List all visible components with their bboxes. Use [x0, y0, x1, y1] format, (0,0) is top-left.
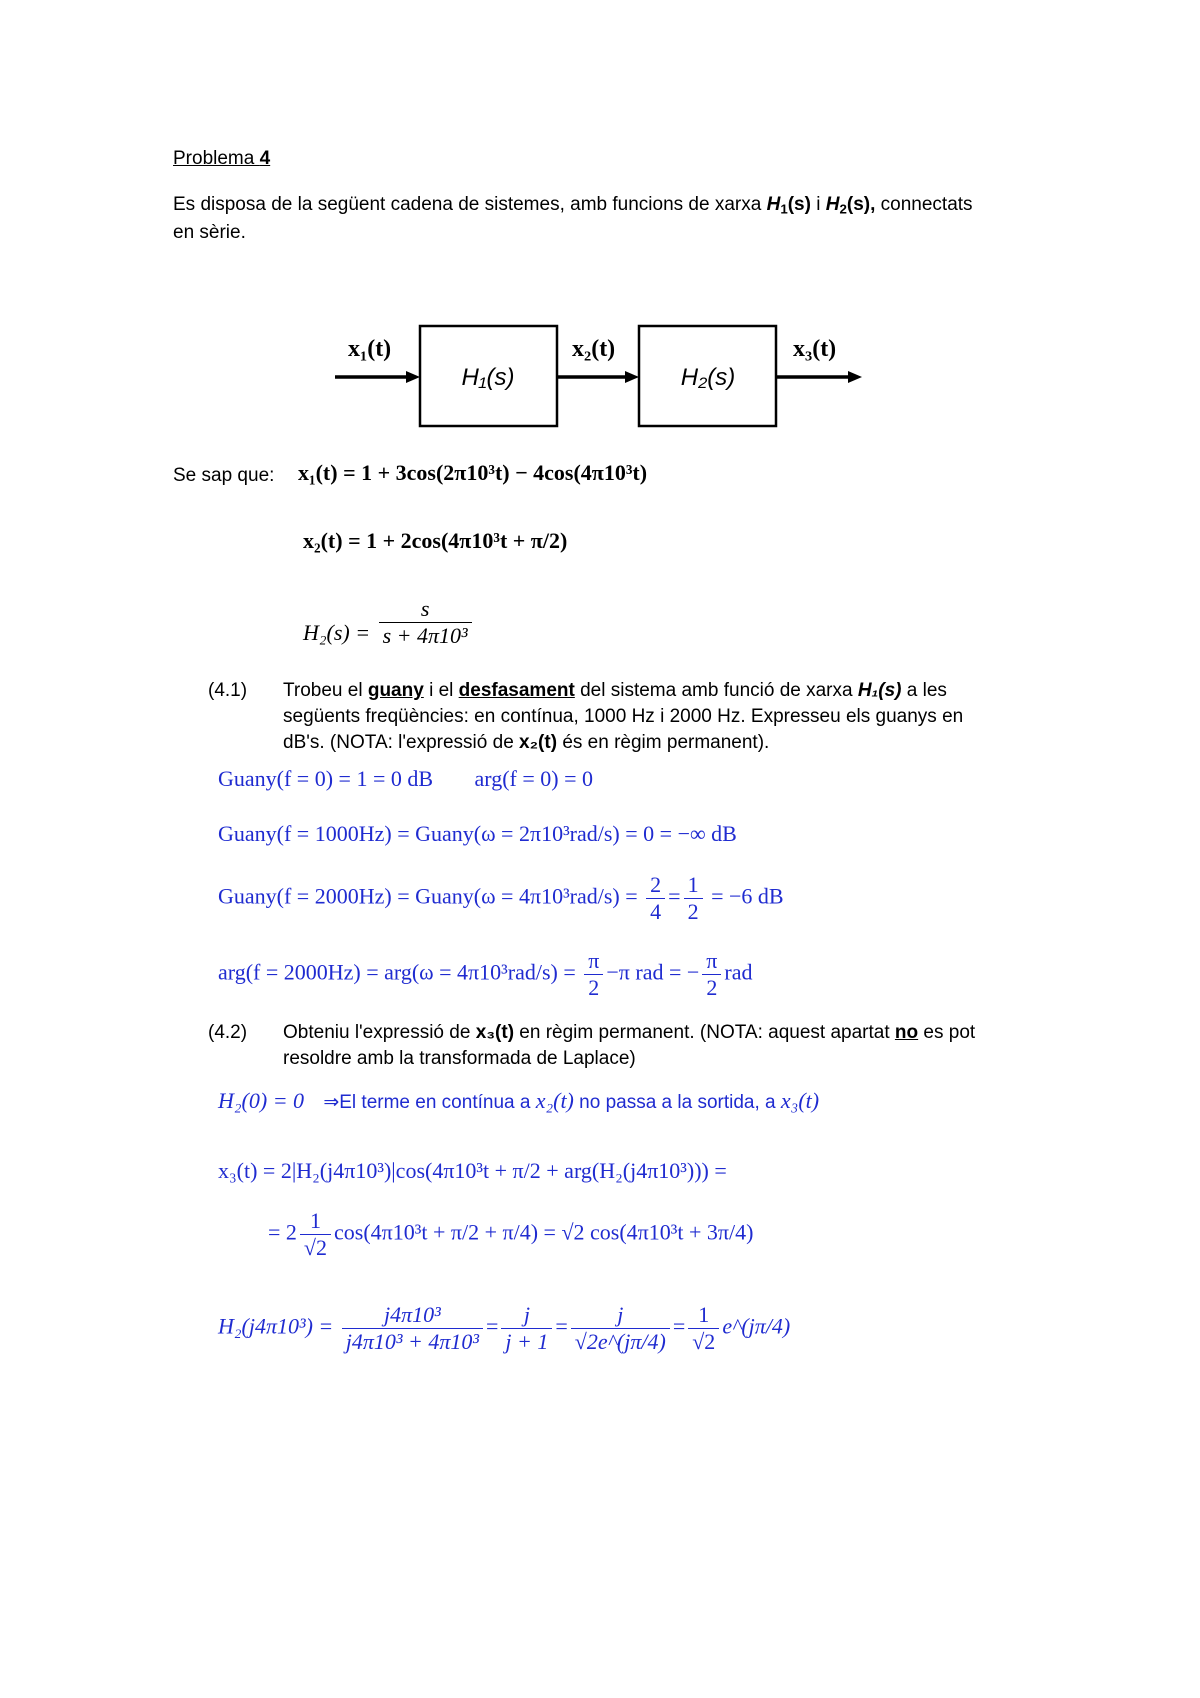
sol42-frac-1-sqrt2 [300, 1208, 331, 1261]
sol41-frac3-num: π [584, 948, 603, 975]
arrowhead-x2 [625, 371, 639, 383]
intro-line-2: en sèrie. [173, 222, 246, 243]
intro-h1: H [766, 194, 781, 215]
q41-text-a: Trobeu el [283, 680, 368, 701]
h2-numerator: s [379, 596, 472, 623]
q41-desfasament: desfasament [458, 680, 575, 701]
sol41-line-4 [218, 948, 752, 1001]
arrowhead-x1 [406, 371, 420, 383]
sol41-arg-mid: −π rad = − [606, 959, 700, 985]
sol41-line-2: Guany(f = 1000Hz) = Guany(ω = 2π10³rad/s) = 0 = −∞ dB [218, 821, 737, 846]
q41-line-1 [283, 678, 947, 704]
sol41-frac-2-4 [646, 872, 665, 925]
sol42-frac-c [571, 1302, 670, 1355]
sol42-fc-num: j [571, 1302, 670, 1329]
sol42-fd-den: √2 [692, 1329, 716, 1354]
sol41-arg-rad: rad [724, 959, 753, 985]
sol42-x3: x₃(t) [780, 1088, 820, 1113]
q42-number: (4.2) [208, 1022, 248, 1043]
sol42-result: cos(4π10³t + π/2 + π/4) = √2 cos(4π10³t + 3π/4) [334, 1219, 754, 1245]
q41-text-b: i el [423, 680, 459, 701]
problem-title [173, 146, 270, 172]
label-x2: x₂(t) [572, 336, 616, 362]
sol42-frac-d [688, 1302, 719, 1355]
q41-line3-text-c: és en règim permanent). [557, 732, 770, 753]
sol42-fa-num: j4π10³ [342, 1302, 483, 1329]
sol42-line-3 [268, 1208, 753, 1261]
q41-number: (4.1) [208, 680, 248, 701]
block-h2-label: H₂(s) [680, 364, 736, 391]
sol41-line-1 [218, 766, 593, 792]
arrowhead-x3 [848, 371, 862, 383]
q42-text-c: en règim permanent. (NOTA: aquest apartat [514, 1022, 895, 1043]
label-x1: x₁(t) [348, 336, 392, 362]
sol41-guany-db: = −6 dB [711, 883, 784, 909]
h2-fraction [379, 596, 472, 649]
sol42-frac-b [501, 1302, 552, 1355]
sol41-frac2-num: 1 [684, 872, 703, 899]
q42-x3: x₃(t) [475, 1022, 515, 1043]
sol42-h2-j: H₂(j4π10³) = [218, 1313, 334, 1339]
problem-title-number: 4 [259, 148, 271, 169]
q41-text-c: del sistema amb funció de xarxa [574, 680, 858, 701]
q42-text-a: Obteniu l'expressió de [283, 1022, 476, 1043]
sol41-frac-pi-2-b [702, 948, 721, 1001]
intro-text-2: connectats [875, 194, 973, 215]
q41-line-3 [283, 730, 769, 756]
sol41-frac-1-2 [684, 872, 703, 925]
intro-line-1 [173, 192, 1036, 222]
sol41-frac4-num: π [702, 948, 721, 975]
sol41-frac4-den: 2 [706, 975, 718, 1000]
sol42-text-a: ⇒El terme en contínua a [323, 1092, 536, 1113]
sol42-frac1-num: 1 [300, 1208, 331, 1235]
sol41-frac3-den: 2 [588, 975, 600, 1000]
sol42-two: = 2 [268, 1219, 297, 1245]
sol41-arg-dc: arg(f = 0) = 0 [474, 766, 594, 791]
sol41-arg-2000: arg(f = 2000Hz) = arg(ω = 4π10³rad/s) = [218, 959, 576, 985]
sol41-frac1-den: 4 [650, 899, 662, 924]
q41-line3-text-a: dB's. (NOTA: l'expressió de [283, 732, 520, 753]
q42-line-2: resoldre amb la transformada de Laplace) [283, 1048, 636, 1069]
sol41-guany-2000: Guany(f = 2000Hz) = Guany(ω = 4π10³rad/s) = [218, 883, 638, 909]
q41-guany: guany [367, 680, 424, 701]
sol42-fb-den: j + 1 [505, 1329, 549, 1354]
q41-line-2: següents freqüències: en contínua, 1000 Hz i 2000 Hz. Expresseu els guanys en [283, 706, 964, 727]
intro-and: i [810, 194, 826, 215]
sol42-x2: x₂(t) [535, 1088, 574, 1113]
known-h2-equation [303, 596, 475, 649]
q41-x2: x₂(t) [519, 732, 558, 753]
sol41-line-3: Guany(f = 2000Hz) = Guany(ω = 4π10³rad/s) = $\frac{2}{4}$ = $\frac{1}{2}$ = −6 dB [218, 872, 784, 924]
label-x3: x₃(t) [793, 336, 837, 362]
sol41-frac2-den: 2 [687, 899, 699, 924]
sol42-frac1-den: √2 [303, 1235, 327, 1260]
q42-no: no [894, 1022, 919, 1043]
intro-s2: (s), [846, 194, 876, 215]
q41-h1: H₁(s) [857, 680, 902, 701]
sol41-frac-pi-2 [584, 948, 603, 1001]
intro-text: Es disposa de la següent cadena de sistemes, amb funcions de xarxa [173, 194, 767, 215]
h2-denominator: s + 4π10³ [382, 623, 468, 648]
intro-h2-sub: 2 [839, 201, 847, 217]
sol41-frac1-num: 2 [646, 872, 665, 899]
intro-s: (s) [787, 194, 811, 215]
sol42-exp: e^(jπ/4) [722, 1313, 791, 1339]
sol42-text-b: no passa a la sortida, a [573, 1092, 781, 1113]
known-x1-equation: x₁(t) = 1 + 3cos(2π10³t) − 4cos(4π10³t) [298, 460, 648, 485]
block-h1-label: H₁(s) [461, 364, 515, 391]
known-label: Se sap que: [173, 465, 275, 486]
known-x2-equation: x₂(t) = 1 + 2cos(4π10³t + π/2) [303, 528, 568, 553]
sol42-line-2: x₃(t) = 2|H₂(j4π10³)|cos(4π10³t + π/2 + arg(H₂(j4π10³))) = [218, 1158, 727, 1183]
sol42-fb-num: j [501, 1302, 552, 1329]
block-diagram [0, 320, 1200, 460]
sol42-h2-zero: H₂(0) = 0 [218, 1088, 305, 1113]
sol42-fc-den: √2e^(jπ/4) [574, 1329, 666, 1354]
sol42-frac-a [342, 1302, 483, 1355]
sol42-fa-den: j4π10³ + 4π10³ [345, 1329, 479, 1354]
sol42-fd-num: 1 [688, 1302, 719, 1329]
intro-h1-sub: 1 [780, 201, 788, 217]
sol42-line-1 [218, 1088, 819, 1114]
sol42-line-4: H₂(j4π10³) = $\frac{\text{j4π10³}}{\text{j4π10³ + 4π10³}}$ = $\frac{j}{j + 1}$ = $\frac{j}{√2e\^{}(j\pi/4)}$ = $\frac{1}{√2}$ e^(jπ/4) [218, 1302, 791, 1354]
h2-lhs: H₂(s) = [303, 619, 371, 645]
q41-text-e: a les [901, 680, 947, 701]
problem-title-prefix: Problema [173, 148, 260, 169]
q42-text-d: es pot [918, 1022, 976, 1043]
sol41-guany-dc: Guany(f = 0) = 1 = 0 dB [218, 766, 434, 791]
q42-line-1 [283, 1020, 975, 1046]
intro-h2: H [825, 194, 840, 215]
